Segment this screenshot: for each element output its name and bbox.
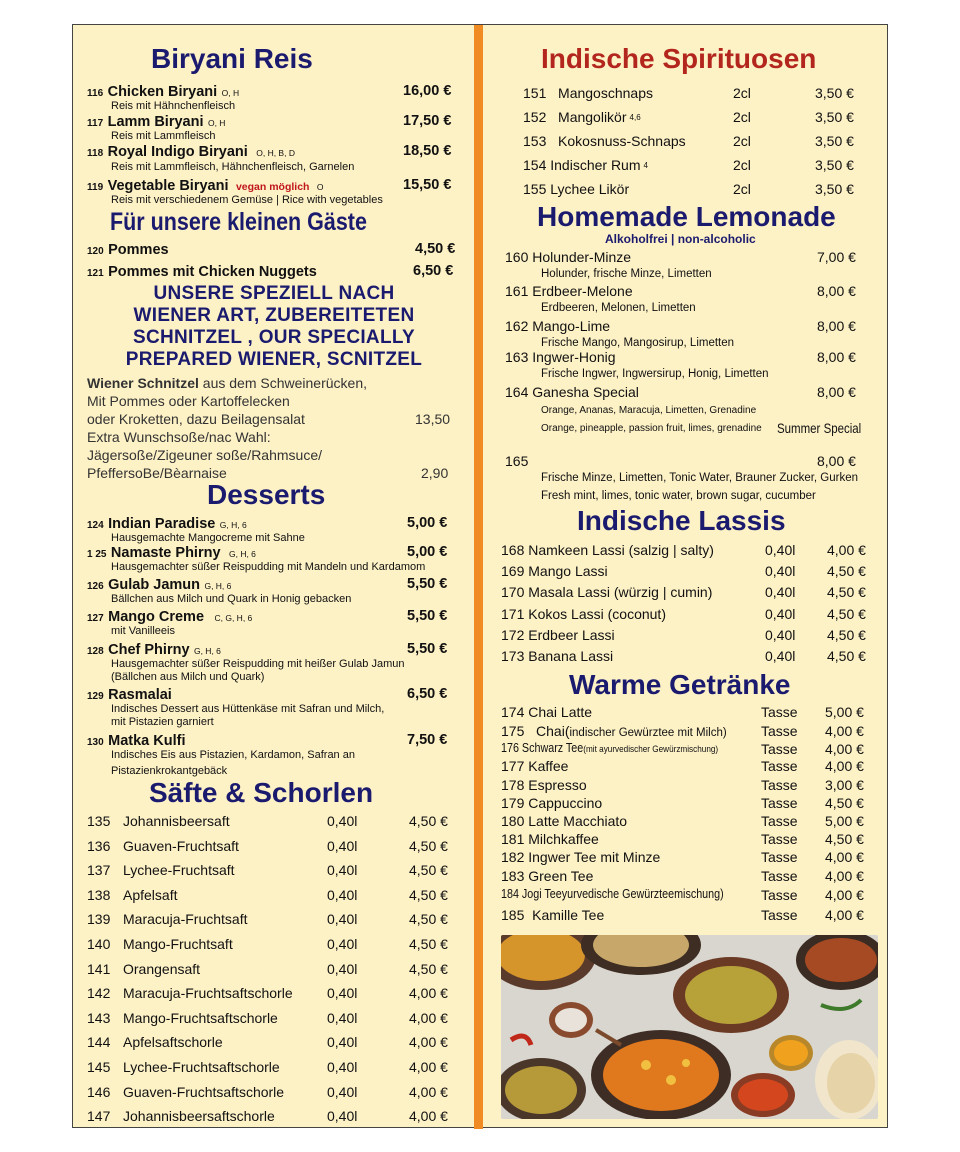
juice-number: 141 [87, 960, 111, 977]
lemonade-item-price: 7,00 € [817, 249, 856, 265]
item-number: 127 [87, 613, 104, 624]
lemonade-item-price: 8,00 € [817, 318, 856, 334]
schnitzel-line: Jägersoße/Zigeuner soße/Rahmsuce/ [87, 447, 322, 463]
juice-name: Johannisbeersaft [123, 813, 230, 829]
warm-drink-cup: Tasse [761, 704, 798, 720]
warm-drink-price: 4,00 € [825, 849, 864, 865]
item-name: Vegetable Biryani [107, 178, 229, 194]
biryani-title: Biryani Reis [151, 43, 313, 74]
menu-item [87, 83, 239, 101]
warm-drink-price: 4,00 € [825, 758, 864, 774]
warm-drink-name: 178 Espresso [501, 777, 587, 793]
item-name: Namaste Phirny [110, 545, 221, 561]
lassi-label: 168 Namkeen Lassi (salzig | salty) [501, 542, 714, 558]
item-price: 18,50 € [403, 143, 452, 159]
lemonade-item-label: 165 [505, 453, 529, 469]
juice-name: Lychee-Fruchtsaft [123, 862, 235, 879]
juice-number: 143 [87, 1009, 111, 1026]
food-photo [501, 935, 878, 1119]
spirit-size: 2cl [733, 181, 751, 197]
item-price: 5,50 € [407, 641, 448, 657]
item-description: Bällchen aus Milch und Quark in Honig gebacken [111, 593, 352, 605]
item-number: 117 [87, 118, 104, 129]
juice-name: Apfelsaftschorle [123, 1034, 223, 1051]
juice-price: 4,00 € [409, 1009, 448, 1026]
juices-title: Säfte & Schorlen [149, 777, 374, 808]
juice-price: 4,50 € [409, 886, 448, 903]
item-name: Royal Indigo Biryani [107, 144, 248, 160]
item-allergens: O, H [221, 88, 240, 98]
juice-size: 0,40l [327, 1059, 358, 1075]
warm-drink-note: indischer Gewürztee mit Milch) [569, 727, 727, 739]
item-number: 119 [87, 182, 104, 193]
item-number: 118 [87, 148, 104, 159]
item-number: 121 [87, 268, 104, 279]
spirit-size: 2cl [733, 133, 751, 149]
juice-number: 144 [87, 1034, 111, 1051]
juice-size: 0,40l [327, 911, 358, 928]
warm-drink-name: 183 Green Tee [501, 868, 594, 884]
schnitzel-heading-line: PREPARED WIENER, SCNITZEL [125, 349, 423, 370]
menu-item [87, 263, 317, 281]
warm-drink-label [501, 849, 660, 865]
juice-size: 0,40l [327, 1009, 358, 1026]
warm-drink-name: 175 Chai( [501, 723, 570, 739]
juice-name: Guaven-Fruchtsaft [123, 837, 239, 854]
lemonade-item-desc: Fresh mint, limes, tonic water, brown sugar, cucumber [541, 490, 816, 502]
desserts-title: Desserts [207, 479, 326, 510]
warm-drink-label [501, 831, 599, 847]
item-price: 5,50 € [407, 608, 448, 624]
schnitzel-line: PfeffersoBe/Bèarnaise [87, 465, 227, 481]
item-allergens: G, H, 6 [193, 646, 221, 656]
lemonade-item-label: 164 Ganesha Special [505, 384, 639, 400]
warm-drink-label [501, 777, 587, 793]
item-name: Gulab Jamun [108, 577, 200, 593]
lemonade-subtitle: Alkoholfrei | non-alcoholic [605, 232, 756, 246]
item-price: 5,50 € [407, 576, 448, 592]
spirit-label [523, 109, 641, 125]
item-description: (Bällchen aus Milch und Quark) [111, 671, 265, 683]
juice-name: Johannisbeersaftschorle [123, 1108, 275, 1125]
schnitzel-extra-price: 2,90 [421, 465, 449, 481]
warm-drink-label [501, 795, 602, 811]
juice-price: 4,50 € [409, 936, 448, 952]
warm-drink-price: 4,00 € [825, 723, 864, 739]
lassi-price: 4,50 € [827, 648, 866, 664]
item-number: 1 25 [87, 549, 107, 560]
spirit-price: 3,50 € [815, 133, 854, 149]
lemonade-item-desc: Frische Ingwer, Ingwersirup, Honig, Limetten [541, 368, 769, 380]
spirit-size: 2cl [733, 157, 751, 173]
juice-size: 0,40l [327, 886, 358, 903]
spirit-name: 154 Indischer Rum [523, 157, 641, 173]
lemonade-item-label: 162 Mango-Lime [505, 318, 611, 334]
item-name: Pommes mit Chicken Nuggets [108, 264, 317, 280]
spirit-price: 3,50 € [815, 85, 854, 101]
spirit-price: 3,50 € [815, 157, 854, 173]
lassi-price: 4,50 € [827, 563, 866, 580]
juice-size: 0,40l [327, 837, 358, 854]
schnitzel-line [87, 375, 367, 391]
lassi-size: 0,40l [765, 626, 796, 643]
warm-drink-label [501, 813, 627, 829]
juice-name: Maracuja-Fruchtsaftschorle [123, 985, 293, 1002]
warm-drink-cup: Tasse [761, 868, 798, 884]
column-divider [474, 25, 483, 1129]
item-description: Reis mit Hähnchenfleisch [111, 100, 236, 112]
item-description: mit Pistazien garniert [111, 716, 214, 728]
item-allergens: G, H, 6 [204, 581, 232, 591]
item-number: 116 [87, 88, 104, 99]
warm-drink-label [501, 758, 568, 774]
lassi-price: 4,50 € [827, 626, 866, 643]
lassi-size: 0,40l [765, 648, 796, 664]
summer-special-tag: Summer Special [777, 420, 862, 436]
lassi-label: 171 Kokos Lassi (coconut) [501, 605, 666, 622]
juice-price: 4,00 € [409, 1108, 448, 1125]
spirit-note: 4 [643, 161, 648, 170]
item-price: 4,50 € [415, 241, 456, 257]
warm-drink-price: 4,00 € [825, 868, 864, 884]
item-description: Pistazienkrokantgebäck [111, 765, 228, 777]
warm-drink-price: 5,00 € [825, 813, 864, 829]
schnitzel-line: Extra Wunschsoße/nac Wahl: [87, 429, 271, 445]
item-description: Hausgemachte Mangocreme mit Sahne [111, 532, 305, 544]
warm-drink-price: 4,00 € [825, 741, 864, 757]
juice-number: 145 [87, 1059, 111, 1075]
warm-drink-cup: Tasse [761, 813, 798, 829]
warm-drink-name: 180 Latte Macchiato [501, 813, 628, 829]
kids-title: Für unsere kleinen Gäste [110, 208, 367, 236]
juice-name: Lychee-Fruchtsaftschorle [123, 1059, 280, 1075]
warm-drink-label [501, 907, 604, 923]
item-price: 7,50 € [407, 732, 448, 748]
spirit-name: 153 Kokosnuss-Schnaps [523, 133, 686, 149]
schnitzel-line: oder Kroketten, dazu Beilagensalat [87, 411, 305, 427]
warm-drink-label [501, 704, 592, 720]
item-name: Matka Kulfi [108, 733, 186, 749]
item-name: Lamm Biryani [107, 114, 204, 130]
vegan-note: vegan möglich [235, 181, 310, 193]
menu-item [87, 515, 247, 533]
spirit-label [523, 157, 648, 173]
lemonade-item-label: 163 Ingwer-Honig [505, 349, 616, 365]
warm-drink-name: 182 Ingwer Tee mit Minze [501, 849, 661, 865]
lemonade-item-label: 160 Holunder-Minze [505, 249, 632, 265]
item-name: Mango Creme [108, 609, 205, 625]
warm-drink-name: 179 Cappuccino [501, 795, 603, 811]
juice-number: 146 [87, 1083, 111, 1100]
juice-size: 0,40l [327, 936, 358, 952]
menu-item [87, 641, 221, 659]
juice-name: Mango-Fruchtsaftschorle [123, 1009, 278, 1026]
lassi-label: 169 Mango Lassi [501, 563, 608, 580]
warm-drink-label [501, 887, 724, 901]
item-allergens: G, H, 6 [228, 549, 256, 559]
juice-number: 138 [87, 886, 111, 903]
lemonade-item-desc: Holunder, frische Minze, Limetten [541, 268, 712, 280]
spirits-title: Indische Spirituosen [541, 43, 817, 74]
lemonade-item-price: 8,00 € [817, 384, 856, 400]
item-price: 6,50 € [413, 263, 454, 279]
lassi-size: 0,40l [765, 563, 796, 580]
warm-drink-label [501, 723, 727, 739]
lemonade-item-desc: Frische Mango, Mangosirup, Limetten [541, 337, 735, 349]
item-price: 6,50 € [407, 686, 448, 702]
juice-size: 0,40l [327, 862, 358, 879]
item-name: Indian Paradise [108, 516, 216, 532]
warm-drink-cup: Tasse [761, 741, 798, 757]
warm-drink-cup: Tasse [761, 777, 798, 793]
juice-name: Maracuja-Fruchtsaft [123, 911, 248, 928]
lemonade-item-desc: Orange, pineapple, passion fruit, limes, grenadine [541, 423, 762, 434]
spirit-price: 3,50 € [815, 181, 854, 197]
item-description: Hausgemachter süßer Reispudding mit heißer Gulab Jamun [111, 658, 405, 670]
warm-drink-price: 4,00 € [825, 887, 864, 903]
item-allergens: O, H [207, 118, 226, 128]
warm-drink-name: 174 Chai Latte [501, 704, 593, 720]
warm-drink-price: 5,00 € [825, 704, 864, 720]
spirit-size: 2cl [733, 85, 751, 101]
item-number: 130 [87, 737, 104, 748]
lassi-size: 0,40l [765, 542, 796, 558]
menu-item [87, 576, 231, 594]
juice-size: 0,40l [327, 1034, 358, 1051]
schnitzel-text: aus dem Schweinerücken, [202, 375, 367, 391]
spirit-price: 3,50 € [815, 109, 854, 125]
juice-number: 136 [87, 837, 111, 854]
lassi-label: 170 Masala Lassi (würzig | cumin) [501, 584, 713, 601]
lemonade-title: Homemade Lemonade [537, 201, 836, 232]
food-illustration [501, 935, 878, 1119]
item-price: 5,00 € [407, 515, 448, 531]
spirit-name: 155 Lychee Likör [523, 181, 630, 197]
lemonade-item-price: 8,00 € [817, 349, 856, 365]
item-allergens: G, H, 6 [219, 520, 247, 530]
lemonade-item-label: 161 Erdbeer-Melone [505, 283, 633, 299]
warm-drink-note: (mit ayurvedischer Gewürzmischung) [583, 744, 719, 755]
juice-price: 4,50 € [409, 837, 448, 854]
item-description: Hausgemachter süßer Reispudding mit Mandeln und Kardamom [111, 561, 426, 573]
schnitzel-name: Wiener Schnitzel [87, 375, 199, 391]
lassi-price: 4,50 € [827, 584, 866, 601]
lemonade-item-price: 8,00 € [817, 283, 856, 299]
warm-drink-price: 4,50 € [825, 831, 864, 847]
lemonade-item-desc: Erdbeeren, Melonen, Limetten [541, 302, 696, 314]
menu-item [87, 177, 324, 195]
lemonade-item-desc: Orange, Ananas, Maracuja, Limetten, Grenadine [541, 405, 757, 416]
warm-drink-price: 4,50 € [825, 795, 864, 811]
lemonade-item-desc: Frische Minze, Limetten, Tonic Water, Brauner Zucker, Gurken [541, 472, 859, 484]
item-price: 16,00 € [403, 83, 452, 99]
juice-number: 137 [87, 862, 111, 879]
juice-number: 140 [87, 936, 111, 952]
juice-name: Apfelsaft [123, 886, 178, 903]
spirit-label [523, 181, 629, 197]
item-price: 5,00 € [407, 544, 448, 560]
menu-item [87, 686, 172, 704]
spirit-size: 2cl [733, 109, 751, 125]
menu-item [87, 241, 169, 259]
warm-drink-price: 4,00 € [825, 907, 864, 923]
item-number: 126 [87, 581, 104, 592]
item-description: Indisches Dessert aus Hüttenkäse mit Safran und Milch, [111, 703, 385, 715]
menu-page [72, 24, 888, 1128]
warm-drink-cup: Tasse [761, 723, 798, 739]
lassi-label: 172 Erdbeer Lassi [501, 626, 615, 643]
item-number: 129 [87, 691, 104, 702]
spirit-label [523, 133, 686, 149]
menu-item [87, 544, 256, 562]
lassi-label: 173 Banana Lassi [501, 648, 614, 664]
spirit-note: 4,6 [629, 113, 641, 122]
item-name: Chef Phirny [108, 642, 190, 658]
juice-name: Guaven-Fruchtsaftschorle [123, 1083, 285, 1100]
warm-drink-name: 177 Kaffee [501, 758, 569, 774]
item-description: Reis mit verschiedenem Gemüse | Rice with vegetables [111, 194, 383, 206]
lassi-price: 4,00 € [827, 542, 866, 558]
juice-size: 0,40l [327, 985, 358, 1002]
lassis-title: Indische Lassis [577, 505, 786, 536]
schnitzel-price: 13,50 [415, 411, 451, 427]
juice-price: 4,50 € [409, 862, 448, 879]
item-allergens: C, G, H, 6 [214, 613, 253, 623]
spirit-name: 152 Mangolikör [523, 109, 627, 125]
juice-number: 147 [87, 1108, 111, 1125]
warm-drink-cup: Tasse [761, 887, 798, 903]
juice-price: 4,00 € [409, 1059, 448, 1075]
lassi-size: 0,40l [765, 605, 796, 622]
warm-drink-name: 184 Jogi Teeyurvedische Gewürzteemischung) [501, 887, 724, 901]
lassi-size: 0,40l [765, 584, 796, 601]
item-number: 128 [87, 646, 104, 657]
schnitzel-line: Mit Pommes oder Kartoffelecken [87, 393, 290, 409]
juice-name: Mango-Fruchtsaft [123, 936, 233, 952]
lassi-price: 4,50 € [827, 605, 866, 622]
schnitzel-heading-line: SCHNITZEL , OUR SPECIALLY [133, 327, 415, 348]
warm-drink-cup: Tasse [761, 831, 798, 847]
item-description: Reis mit Lammfleisch, Hähnchenfleisch, Garnelen [111, 161, 355, 173]
item-name: Chicken Biryani [107, 84, 218, 100]
warm-drink-name: 181 Milchkaffee [501, 831, 599, 847]
juice-size: 0,40l [327, 813, 358, 829]
menu-item [87, 732, 185, 750]
menu-item [87, 113, 225, 131]
juice-size: 0,40l [327, 1083, 358, 1100]
lemonade-item-price: 8,00 € [817, 453, 856, 469]
item-name: Rasmalai [108, 687, 172, 703]
warm-drink-label [501, 868, 593, 884]
juice-size: 0,40l [327, 1108, 358, 1125]
warm-drink-name: 185 Kamille Tee [501, 907, 605, 923]
juice-size: 0,40l [327, 960, 358, 977]
warm-drink-cup: Tasse [761, 907, 798, 923]
warm-drink-cup: Tasse [761, 758, 798, 774]
juice-price: 4,50 € [409, 911, 448, 928]
schnitzel-heading-line: WIENER ART, ZUBEREITETEN [133, 305, 415, 326]
item-description: Reis mit Lammfleisch [111, 130, 216, 142]
schnitzel-heading-line: UNSERE SPEZIELL NACH [153, 283, 395, 304]
item-allergens: O [316, 182, 324, 192]
juice-number: 139 [87, 911, 111, 928]
juice-price: 4,00 € [409, 985, 448, 1002]
spirit-name: 151 Mangoschnaps [523, 85, 653, 101]
spirit-label [523, 85, 653, 101]
item-name: Pommes [108, 242, 169, 258]
juice-price: 4,00 € [409, 1083, 448, 1100]
item-allergens: O, H, B, D [256, 148, 295, 158]
juice-number: 142 [87, 985, 111, 1002]
menu-item [87, 608, 252, 626]
juice-price: 4,50 € [409, 960, 448, 977]
warm-drink-cup: Tasse [761, 849, 798, 865]
item-number: 124 [87, 520, 104, 531]
item-description: mit Vanilleeis [111, 625, 175, 637]
juice-price: 4,50 € [409, 813, 448, 829]
warm-drink-name: 176 Schwarz Tee [501, 741, 584, 755]
juice-name: Orangensaft [123, 960, 201, 977]
warm-drink-label [501, 741, 718, 755]
item-price: 17,50 € [403, 113, 452, 129]
item-price: 15,50 € [403, 177, 452, 193]
item-description: Indisches Eis aus Pistazien, Kardamon, Safran an [111, 749, 355, 761]
juice-number: 135 [87, 813, 111, 829]
warm-drink-cup: Tasse [761, 795, 798, 811]
warm-drink-price: 3,00 € [825, 777, 864, 793]
juice-price: 4,00 € [409, 1034, 448, 1051]
warm-drinks-title: Warme Getränke [569, 669, 791, 700]
item-number: 120 [87, 246, 104, 257]
menu-item [87, 143, 295, 161]
